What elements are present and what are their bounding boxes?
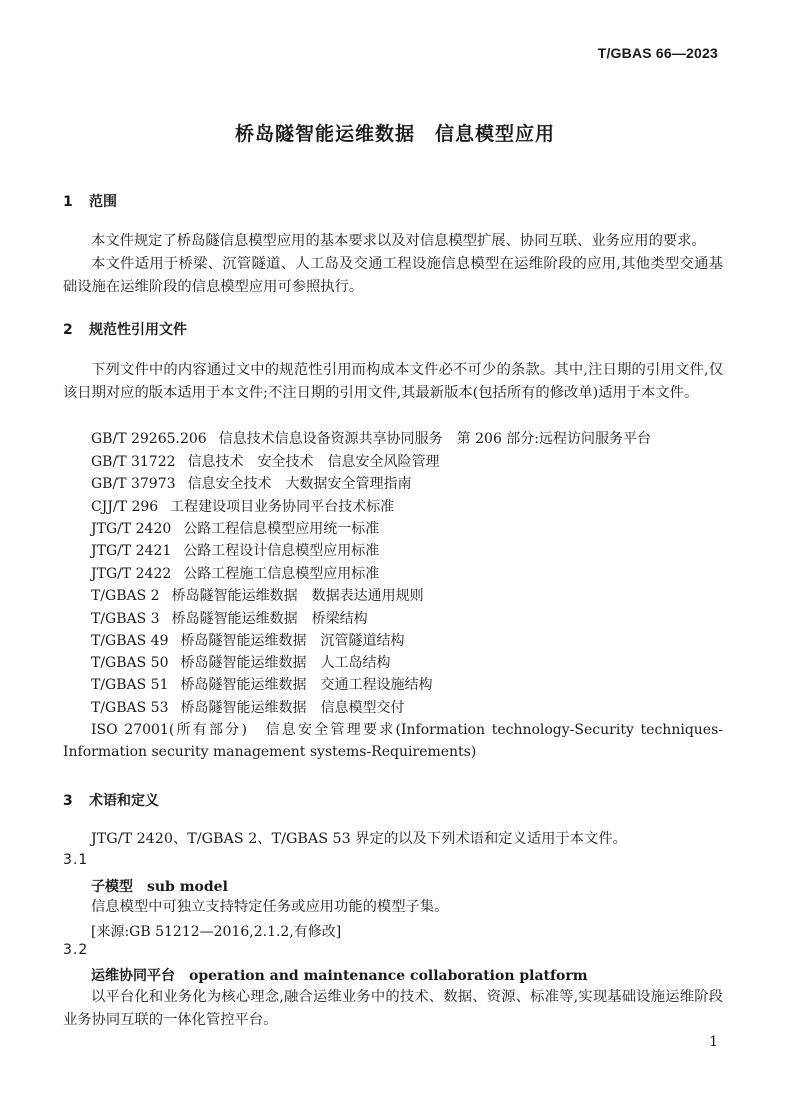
section-number: 1 <box>63 194 73 210</box>
reference-code: JTG/T 2420 <box>91 521 172 537</box>
term-name-zh: 子模型 <box>91 879 133 895</box>
reference-name: 桥岛隧智能运维数据 信息模型交付 <box>180 700 405 716</box>
reference-item <box>91 608 723 631</box>
section-number: 2 <box>63 322 73 338</box>
reference-name: 工程建设项目业务协同平台技术标准 <box>170 499 395 515</box>
document-title: 桥岛隧智能运维数据 信息模型应用 <box>234 123 555 145</box>
reference-name: 桥岛隧智能运维数据 桥梁结构 <box>171 611 368 627</box>
section-number: 3 <box>63 793 73 809</box>
term-name-zh: 运维协同平台 <box>91 968 175 984</box>
reference-item <box>91 630 723 653</box>
reference-code: T/GBAS 49 <box>91 633 169 649</box>
section-title: 术语和定义 <box>89 793 159 809</box>
reference-item <box>91 473 723 496</box>
section-title: 规范性引用文件 <box>89 322 187 338</box>
reference-item <box>91 563 723 586</box>
reference-item <box>91 585 723 608</box>
term-number: 3.1 <box>63 852 89 868</box>
reference-code: JTG/T 2421 <box>91 543 172 559</box>
section-3-heading <box>63 790 159 810</box>
reference-code: T/GBAS 53 <box>91 700 169 716</box>
reference-name: 桥岛隧智能运维数据 数据表达通用规则 <box>171 588 424 604</box>
reference-item-iso: ISO 27001(所有部分) 信息安全管理要求(Information technology-Security techniques-Information security management systems-Requirements) <box>63 722 723 760</box>
reference-code: T/GBAS 50 <box>91 655 169 671</box>
reference-code: CJJ/T 296 <box>91 499 159 515</box>
reference-item <box>91 428 723 451</box>
reference-code: T/GBAS 2 <box>91 588 160 604</box>
reference-item <box>91 518 723 541</box>
reference-item <box>91 540 723 563</box>
reference-name: 公路工程信息模型应用统一标准 <box>183 521 380 537</box>
section-3-intro: JTG/T 2420、T/GBAS 2、T/GBAS 53 界定的以及下列术语和定义适用于本文件。 <box>91 831 627 847</box>
section-1-heading <box>63 191 117 211</box>
reference-name: 桥岛隧智能运维数据 沉管隧道结构 <box>180 633 405 649</box>
reference-name: 桥岛隧智能运维数据 人工岛结构 <box>180 655 391 671</box>
term-source: [来源:GB 51212—2016,2.1.2,有修改] <box>91 924 342 940</box>
reference-item <box>91 652 723 675</box>
term-name <box>91 876 228 896</box>
reference-code: GB/T 37973 <box>91 476 176 492</box>
reference-name: 信息安全技术 大数据安全管理指南 <box>187 476 412 492</box>
term-name-en: sub model <box>147 879 228 895</box>
reference-name: 公路工程施工信息模型应用标准 <box>183 566 380 582</box>
section-1-paragraph-1: 本文件规定了桥岛隧信息模型应用的基本要求以及对信息模型扩展、协同互联、业务应用的要求。 <box>91 233 706 249</box>
section-1-paragraph-2: 本文件适用于桥梁、沉管隧道、人工岛及交通工程设施信息模型在运维阶段的应用,其他类型交通基础设施在运维阶段的信息模型应用可参照执行。 <box>63 256 723 295</box>
reference-code: GB/T 29265.206 <box>91 431 207 447</box>
term-name <box>91 965 588 985</box>
term-definition: 以平台化和业务化为核心理念,融合运维业务中的技术、数据、资源、标准等,实现基础设施运维阶段业务协同互联的一体化管控平台。 <box>63 989 723 1028</box>
reference-code: GB/T 31722 <box>91 454 176 470</box>
term-definition: 信息模型中可独立支持特定任务或应用功能的模型子集。 <box>91 899 449 915</box>
term-name-en: operation and maintenance collaboration platform <box>189 968 588 984</box>
reference-name: 信息技术信息设备资源共享协同服务 第 206 部分:远程访问服务平台 <box>218 431 652 447</box>
reference-name: 公路工程设计信息模型应用标准 <box>183 543 380 559</box>
reference-code: T/GBAS 3 <box>91 611 160 627</box>
section-title: 范围 <box>89 194 117 210</box>
reference-item <box>91 674 723 697</box>
reference-name: 信息技术 安全技术 信息安全风险管理 <box>187 454 440 470</box>
reference-code: T/GBAS 51 <box>91 677 169 693</box>
section-2-heading <box>63 319 187 339</box>
standard-code: T/GBAS 66—2023 <box>597 45 718 61</box>
page-number: 1 <box>709 1034 718 1050</box>
section-2-intro: 下列文件中的内容通过文中的规范性引用而构成本文件必不可少的条款。其中,注日期的引用文件,仅该日期对应的版本适用于本文件;不注日期的引用文件,其最新版本(包括所有的修改单)适用于本文件。 <box>63 362 723 401</box>
reference-item <box>91 697 723 720</box>
reference-name: 桥岛隧智能运维数据 交通工程设施结构 <box>180 677 433 693</box>
reference-code: JTG/T 2422 <box>91 566 172 582</box>
reference-item <box>91 496 723 519</box>
term-number: 3.2 <box>63 942 89 958</box>
reference-item <box>91 451 723 474</box>
